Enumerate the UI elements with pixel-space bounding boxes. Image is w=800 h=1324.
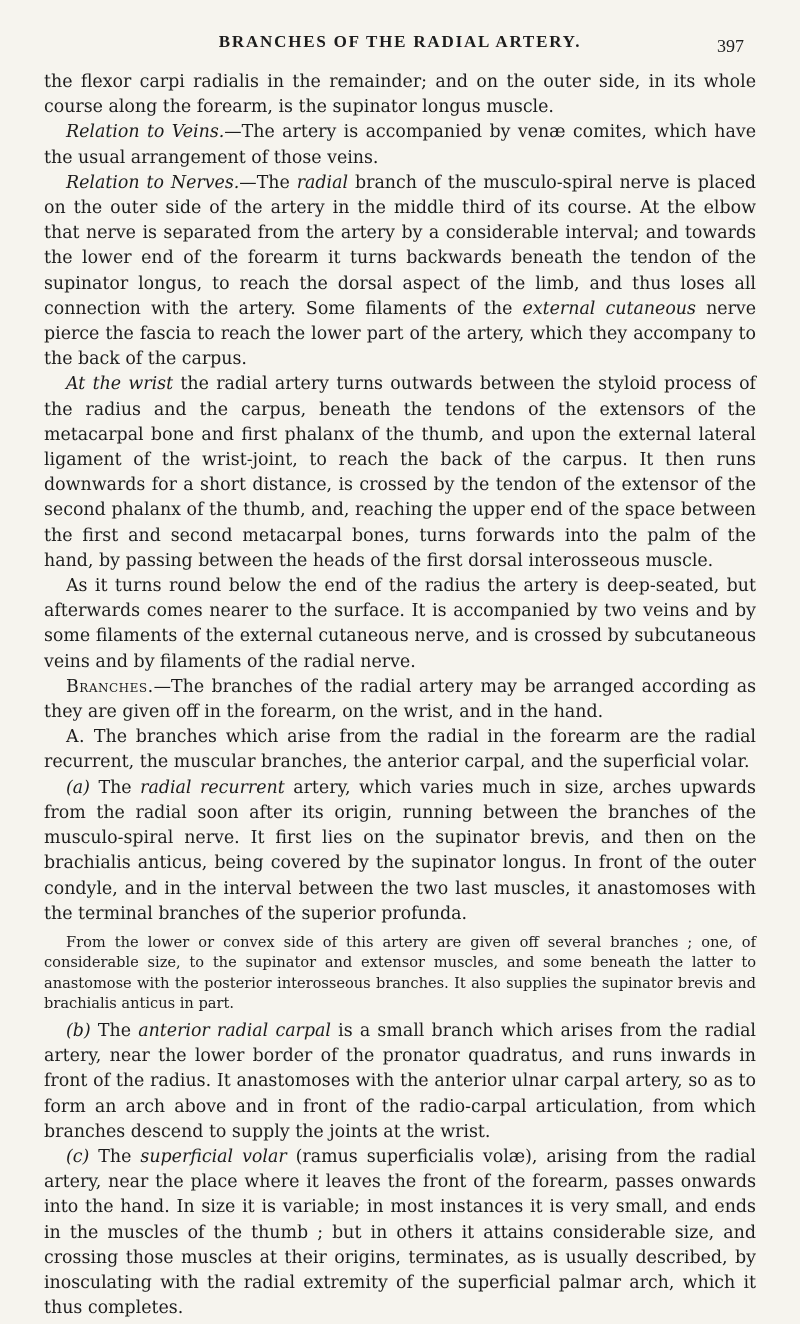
section-heading: Branches. (66, 676, 154, 697)
page-number: 397 (717, 36, 744, 56)
paragraph-relation-veins: Relation to Veins.—The artery is accompanied by venæ comites, which have the usual arrangement of those veins. (44, 122, 756, 168)
running-title: BRANCHES OF THE RADIAL ARTERY. (218, 32, 582, 51)
body-text (44, 70, 756, 1321)
paragraph: As it turns round below the end of the radius the artery is deep-seated, but afterwards comes nearer to the surface. It is accompanied by two veins and by some filaments of the external cutaneous nerve, and is crossed by subcutaneous veins and by filaments of the radial nerve. (44, 576, 756, 672)
subheading: Relation to Nerves. (66, 172, 240, 193)
paragraph-forearm-branches: A. The branches which arise from the radial in the forearm are the radial recurrent, the muscular branches, the anterior carpal, and the superficial volar. (44, 727, 756, 773)
paragraph: the flexor carpi radialis in the remainder; and on the outer side, in its whole course along the forearm, is the supinator longus muscle. (44, 72, 756, 118)
running-head (44, 28, 756, 58)
small-print-note: From the lower or convex side of this artery are given off several branches ; one, of considerable size, to the supinator and extensor muscles, and some beneath the latter to anastomose with the posterior interosseous branches. It also supplies the supinator brevis and brachialis anticus in part. (44, 933, 756, 1013)
list-marker: (c) (66, 1146, 90, 1167)
paragraph-branches: Branches.—The branches of the radial artery may be arranged according as they are given off in the forearm, on the wrist, and in the hand. (44, 676, 756, 723)
paragraph-anterior-carpal: (b) The anterior radial carpal is a small branch which arises from the radial artery, near the lower border of the pronator quadratus, and runs inwards in front of the radius. It anastomoses with the anterior ulnar carpal artery, so as to form an arch above and in front of the radio-carpal articulation, from which branches descend to supply the joints at the wrist. (44, 1020, 756, 1142)
list-marker: (b) (66, 1020, 91, 1041)
paragraph-radial-recurrent: (a) The radial recurrent artery, which varies much in size, arches upwards from the radial soon after its origin, running between the branches of the musculo-spiral nerve. It first lies on the supinator brevis, and then on the brachialis anticus, being covered by the supinator longus. In front of the outer condyle, and in the interval between the two last muscles, it anastomoses with the terminal branches of the superior profunda. (44, 777, 756, 924)
subheading: At the wrist (66, 374, 174, 395)
paragraph-superficial-volar: (c) The superficial volar (ramus superficialis volæ), arising from the radial artery, near the place where it leaves the front of the forearm, passes onwards into the hand. In size it is variable; in most instances it is very small, and ends in the muscles of the thumb ; but in others it attains considerable size, and crossing those muscles at their origins, terminates, as is usually described, by inosculating with the radial extremity of the superficial palmar arch, which it thus completes. (44, 1146, 756, 1319)
list-marker: A. (66, 727, 86, 748)
paragraph-relation-nerves: Relation to Nerves.—The radial branch of the musculo-spiral nerve is placed on the outer side of the artery in the middle third of its course. At the elbow that nerve is separated from the artery by a considerable interval; and towards the lower end of the forearm it turns backwards beneath the tendon of the supinator longus, to reach the dorsal aspect of the limb, and thus loses all connection with the artery. Some filaments of the external cutaneous nerve pierce the fascia to reach the lower part of the artery, which they accompany to the back of the carpus. (44, 172, 757, 370)
subheading: Relation to Veins. (66, 122, 225, 143)
paragraph-at-wrist: At the wrist the radial artery turns outwards between the styloid process of the radius and the carpus, beneath the tendons of the extensors of the metacarpal bone and first phalanx of the thumb, and upon the external lateral ligament of the wrist-joint, to reach the back of the carpus. It then runs downwards for a short distance, is crossed by the tendon of the extensor of the second phalanx of the thumb, and, reaching the upper end of the space between the first and second metacarpal bones, turns forwards into the palm of the hand, by passing between the heads of the first dorsal interosseous muscle. (44, 374, 756, 571)
list-marker: (a) (66, 777, 90, 798)
